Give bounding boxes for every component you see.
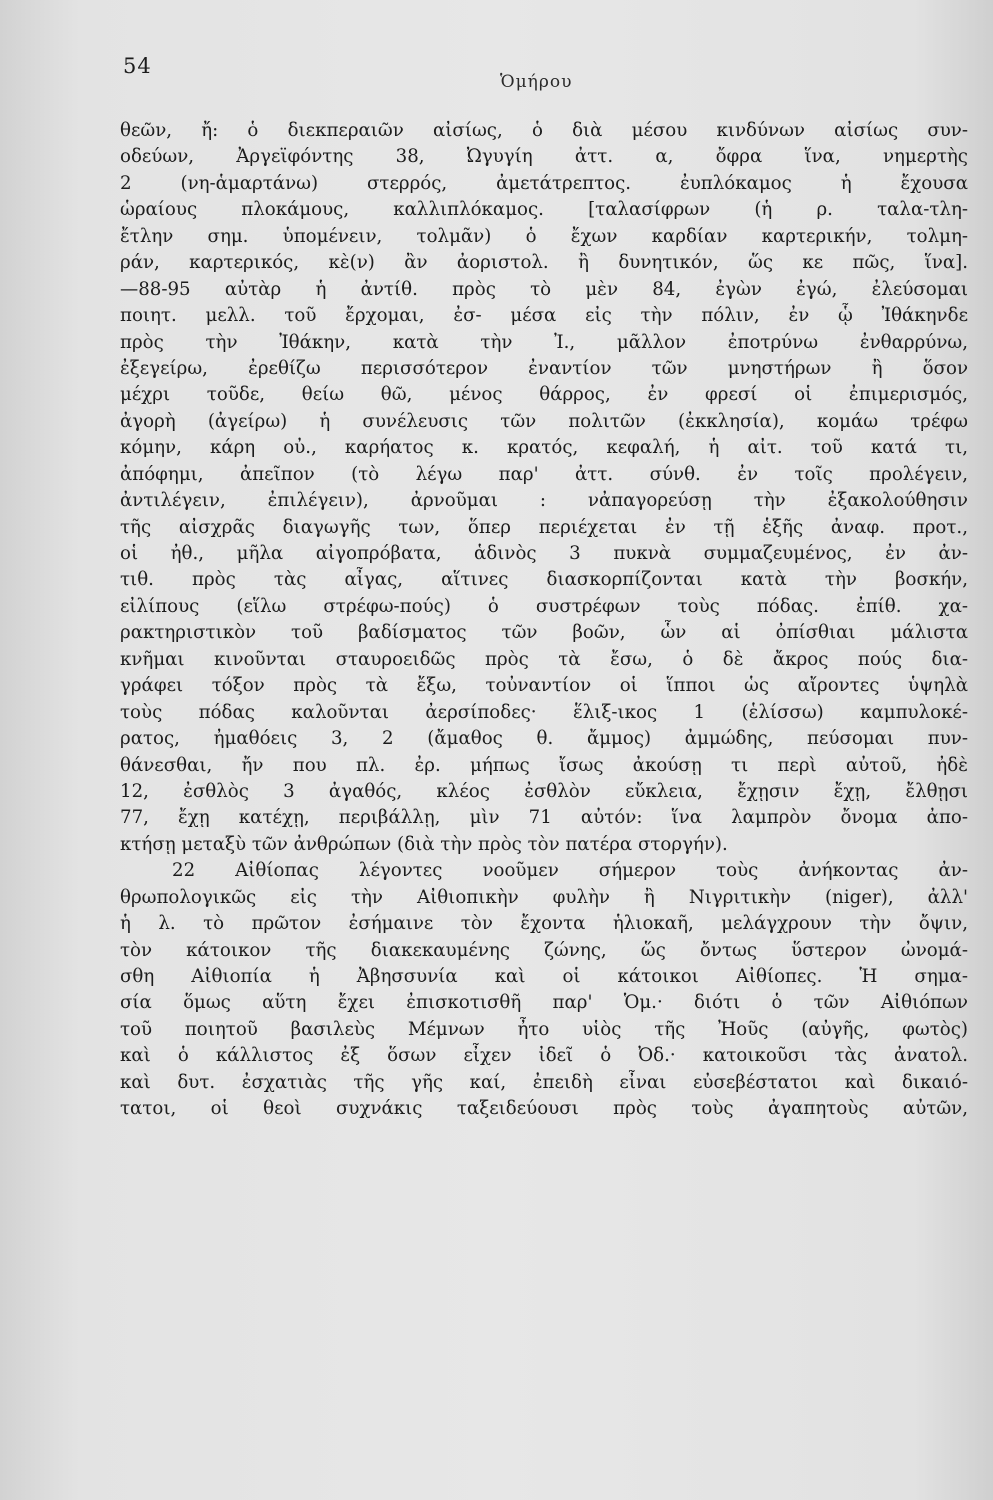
- text-line: 2 (νη-ἁμαρτάνω) στερρός, ἀμετάτρεπτος. ἐυπλόκαμος ἡ ἔχουσα: [120, 172, 968, 194]
- text-line: ἐξεγείρω, ἐρεθίζω περισσότερον ἐναντίον τῶν μνηστήρων ἢ ὅσον: [120, 357, 968, 379]
- text-line: θάνεσθαι, ἤν που πλ. ἐρ. μήπως ἴσως ἀκούσῃ τι περὶ αὐτοῦ, ἠδὲ: [120, 754, 968, 776]
- text-line: πρὸς τὴν Ἰθάκην, κατὰ τὴν Ἰ., μᾶλλον ἐποτρύνω ἐνθαρρύνω,: [120, 331, 968, 353]
- text-line: θεῶν, ἤ: ὁ διεκπεραιῶν αἰσίως, ὁ διὰ μέσου κινδύνων αἰσίως συν-: [120, 120, 968, 141]
- text-line: ἀγορὴ (ἀγείρω) ἡ συνέλευσις τῶν πολιτῶν (ἐκκλησία), κομάω τρέφω: [120, 410, 968, 432]
- text-line: κνῆμαι κινοῦνται σταυροειδῶς πρὸς τὰ ἔσω, ὁ δὲ ἄκρος πούς δια-: [120, 648, 968, 670]
- text-line: σία ὅμως αὕτη ἔχει ἐπισκοτισθῆ παρ' Ὁμ.· διότι ὁ τῶν Αἰθιόπων: [120, 992, 968, 1014]
- commentary-text: [120, 118, 968, 1123]
- text-line: θρωπολογικῶς εἰς τὴν Αἰθιοπικὴν φυλὴν ἢ Νιγριτικὴν (niger), ἀλλ': [120, 886, 968, 908]
- text-line: ποιητ. μελλ. τοῦ ἔρχομαι, ἐσ- μέσα εἰς τὴν πόλιν, ἐν ᾧ Ἰθάκηνδε: [120, 305, 968, 327]
- text-line: κτήσῃ μεταξὺ τῶν ἀνθρώπων (διὰ τὴν πρὸς τὸν πατέρα στοργήν).: [120, 833, 728, 855]
- text-line: τατοι, οἱ θεοὶ συχνάκις ταξειδεύουσι πρὸς τοὺς ἀγαπητοὺς αὐτῶν,: [120, 1098, 968, 1120]
- text-line: 77, ἔχῃ κατέχῃ, περιβάλλῃ, μὶν 71 αὐτόν: ἵνα λαμπρὸν ὄνομα ἀπο-: [120, 807, 968, 829]
- text-line: καὶ ὁ κάλλιστος ἐξ ὅσων εἶχεν ἰδεῖ ὁ Ὀδ.· κατοικοῦσι τὰς ἀνατολ.: [120, 1045, 968, 1067]
- text-line: μέχρι τοῦδε, θείω θῶ, μένος θάρρος, ἐν φρεσί οἱ ἐπιμερισμός,: [120, 384, 968, 406]
- text-line: ὡραίους πλοκάμους, καλλιπλόκαμος. [ταλασίφρων (ἡ ρ. ταλα-τλη-: [120, 199, 968, 221]
- text-line: ἡ λ. τὸ πρῶτον ἐσήμαινε τὸν ἔχοντα ἡλιοκαῆ, μελάγχρουν τὴν ὄψιν,: [120, 913, 968, 935]
- running-head: Ὁμήρου: [500, 72, 573, 92]
- text-line: τῆς αἰσχρᾶς διαγωγῆς των, ὅπερ περιέχεται ἐν τῇ ἑξῆς ἀναφ. προτ.,: [120, 516, 968, 538]
- text-line: κόμην, κάρη οὐ., καρήατος κ. κρατός, κεφαλή, ἡ αἰτ. τοῦ κατά τι,: [120, 437, 968, 459]
- text-line: ἀντιλέγειν, ἐπιλέγειν), ἀρνοῦμαι : νἀπαγορεύσῃ τὴν ἐξακολούθησιν: [120, 490, 968, 512]
- text-line: ἔτλην σημ. ὑπομένειν, τολμᾶν) ὁ ἔχων καρδίαν καρτερικήν, τολμη-: [120, 225, 968, 247]
- text-line: σθη Αἰθιοπία ἡ Ἀβησσυνία καὶ οἱ κάτοικοι Αἰθίοπες. Ἡ σημα-: [120, 966, 968, 987]
- text-line: τοὺς πόδας καλοῦνται ἀερσίποδες· ἕλιξ-ικος 1 (ἑλίσσω) καμπυλοκέ-: [120, 701, 968, 723]
- text-line: ρακτηριστικὸν τοῦ βαδίσματος τῶν βοῶν, ὧν αἱ ὀπίσθιαι μάλιστα: [120, 622, 968, 644]
- text-line: τοῦ ποιητοῦ βασιλεὺς Μέμνων ἦτο υἱὸς τῆς Ἠοῦς (αὐγῆς, φωτὸς): [120, 1018, 968, 1040]
- text-line: —88-95 αὐτὰρ ἡ ἀντίθ. πρὸς τὸ μὲν 84, ἐγὼν ἐγώ, ἐλεύσομαι: [120, 278, 968, 300]
- page-number: 54: [123, 54, 152, 78]
- text-line: ράν, καρτερικός, κὲ(ν) ἂν ἀοριστολ. ἢ δυνητικόν, ὥς κε πῶς, ἵνα].: [120, 252, 968, 274]
- text-line: οδεύων, Ἀργεϊφόντης 38, Ὠγυγίη ἀττ. α, ὄφρα ἵνα, νημερτὴς: [120, 146, 968, 168]
- text-line: ρατος, ἠμαθόεις 3, 2 (ἄμαθος θ. ἄμμος) ἀμμώδης, πεύσομαι πυν-: [120, 728, 968, 750]
- text-line: τὸν κάτοικον τῆς διακεκαυμένης ζώνης, ὥς ὄντως ὕστερον ὠνομά-: [120, 939, 968, 961]
- text-line: ἀπόφημι, ἀπεῖπον (τὸ λέγω παρ' ἀττ. σύνθ. ἐν τοῖς προλέγειν,: [120, 463, 968, 485]
- text-line: τιθ. πρὸς τὰς αἶγας, αἵτινες διασκορπίζονται κατὰ τὴν βοσκήν,: [120, 569, 968, 591]
- paragraph-start-line: 22 Αἰθίοπας λέγοντες νοοῦμεν σήμερον τοὺς ἀνήκοντας ἀν-: [172, 860, 968, 882]
- text-line: γράφει τόξον πρὸς τὰ ἔξω, τοὐναντίον οἱ ἵπποι ὡς αἴροντες ὑψηλὰ: [120, 675, 968, 697]
- text-line: 12, ἐσθλὸς 3 ἀγαθός, κλέος ἐσθλὸν εὔκλεια, ἔχῃσιν ἔχῃ, ἔλθῃσι: [120, 780, 968, 802]
- text-line: οἱ ἠθ., μῆλα αἰγοπρόβατα, ἁδινὸς 3 πυκνὰ συμμαζευμένος, ἐν ἀν-: [120, 543, 968, 564]
- text-line: καὶ δυτ. ἐσχατιὰς τῆς γῆς καί, ἐπειδὴ εἶναι εὐσεβέστατοι καὶ δικαιό-: [120, 1071, 968, 1093]
- text-line: εἰλίπους (εἵλω στρέφω-πούς) ὁ συστρέφων τοὺς πόδας. ἐπίθ. χα-: [120, 595, 968, 617]
